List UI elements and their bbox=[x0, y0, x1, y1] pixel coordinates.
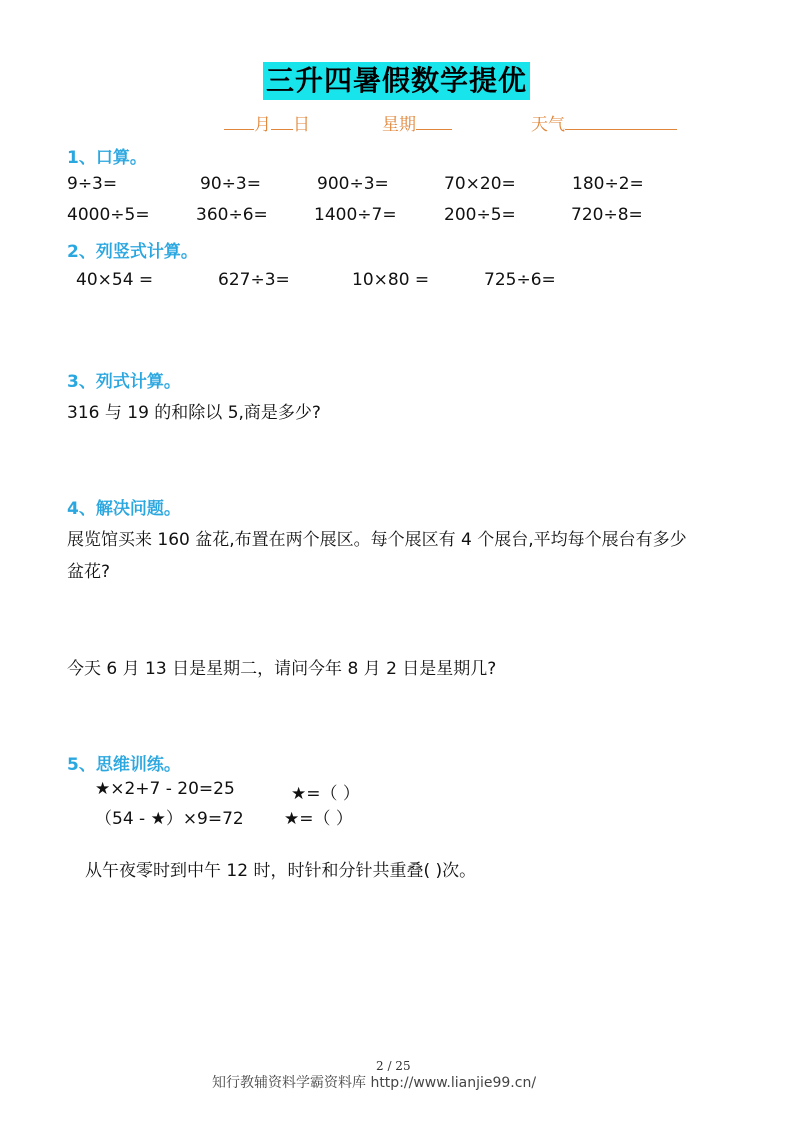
section-vertical: 2、列竖式计算。 bbox=[67, 242, 198, 262]
oral-item: 9÷3= bbox=[67, 174, 118, 194]
thinking-equation-2: （54 - ★）×9=72 bbox=[95, 809, 244, 829]
weather-field bbox=[531, 110, 677, 135]
weather-blank bbox=[565, 111, 677, 130]
oral-item: 720÷8= bbox=[571, 205, 643, 225]
section-oral: 1、口算。 bbox=[67, 148, 147, 168]
weather-label: 天气 bbox=[531, 115, 565, 135]
month-label: 月 bbox=[254, 115, 271, 135]
thinking-answer-2: ★=（ ） bbox=[284, 809, 353, 829]
page-number: 2 / 25 bbox=[376, 1059, 411, 1073]
footer-source: 知行教辅资料学霸资料库 http://www.lianjie99.cn/ bbox=[212, 1075, 537, 1091]
section-list-calc: 3、列式计算。 bbox=[67, 372, 181, 392]
problem-1-line-1: 展览馆买来 160 盆花,布置在两个展区。每个展区有 4 个展台,平均每个展台有多少 bbox=[67, 530, 687, 550]
vertical-item: 40×54 = bbox=[76, 270, 154, 290]
vertical-item: 725÷6= bbox=[484, 270, 556, 290]
page-title: 三升四暑假数学提优 bbox=[263, 62, 530, 100]
vertical-item: 627÷3= bbox=[218, 270, 290, 290]
oral-item: 900÷3= bbox=[317, 174, 389, 194]
section-problems: 4、解决问题。 bbox=[67, 499, 181, 519]
problem-2: 今天 6 月 13 日是星期二，请问今年 8 月 2 日是星期几? bbox=[67, 659, 497, 679]
problem-1-line-2: 盆花? bbox=[67, 562, 111, 582]
weekday-blank bbox=[416, 111, 452, 130]
oral-item: 90÷3= bbox=[200, 174, 261, 194]
weekday-field bbox=[382, 110, 452, 135]
oral-item: 4000÷5= bbox=[67, 205, 150, 225]
date-line bbox=[224, 110, 310, 135]
day-blank bbox=[271, 111, 293, 130]
day-label: 日 bbox=[293, 115, 310, 135]
vertical-item: 10×80 = bbox=[352, 270, 430, 290]
oral-item: 70×20= bbox=[444, 174, 516, 194]
month-blank bbox=[224, 111, 254, 130]
list-calc-question: 316 与 19 的和除以 5,商是多少? bbox=[67, 403, 321, 423]
section-thinking: 5、思维训练。 bbox=[67, 755, 181, 775]
oral-item: 1400÷7= bbox=[314, 205, 397, 225]
thinking-answer-1: ★=（ ） bbox=[291, 784, 360, 804]
oral-item: 360÷6= bbox=[196, 205, 268, 225]
weekday-label: 星期 bbox=[382, 115, 416, 135]
oral-item: 200÷5= bbox=[444, 205, 516, 225]
oral-item: 180÷2= bbox=[572, 174, 644, 194]
thinking-equation-1: ★×2+7 - 20=25 bbox=[95, 779, 235, 799]
clock-question: 从午夜零时到中午 12 时，时针和分针共重叠( )次。 bbox=[85, 861, 477, 881]
